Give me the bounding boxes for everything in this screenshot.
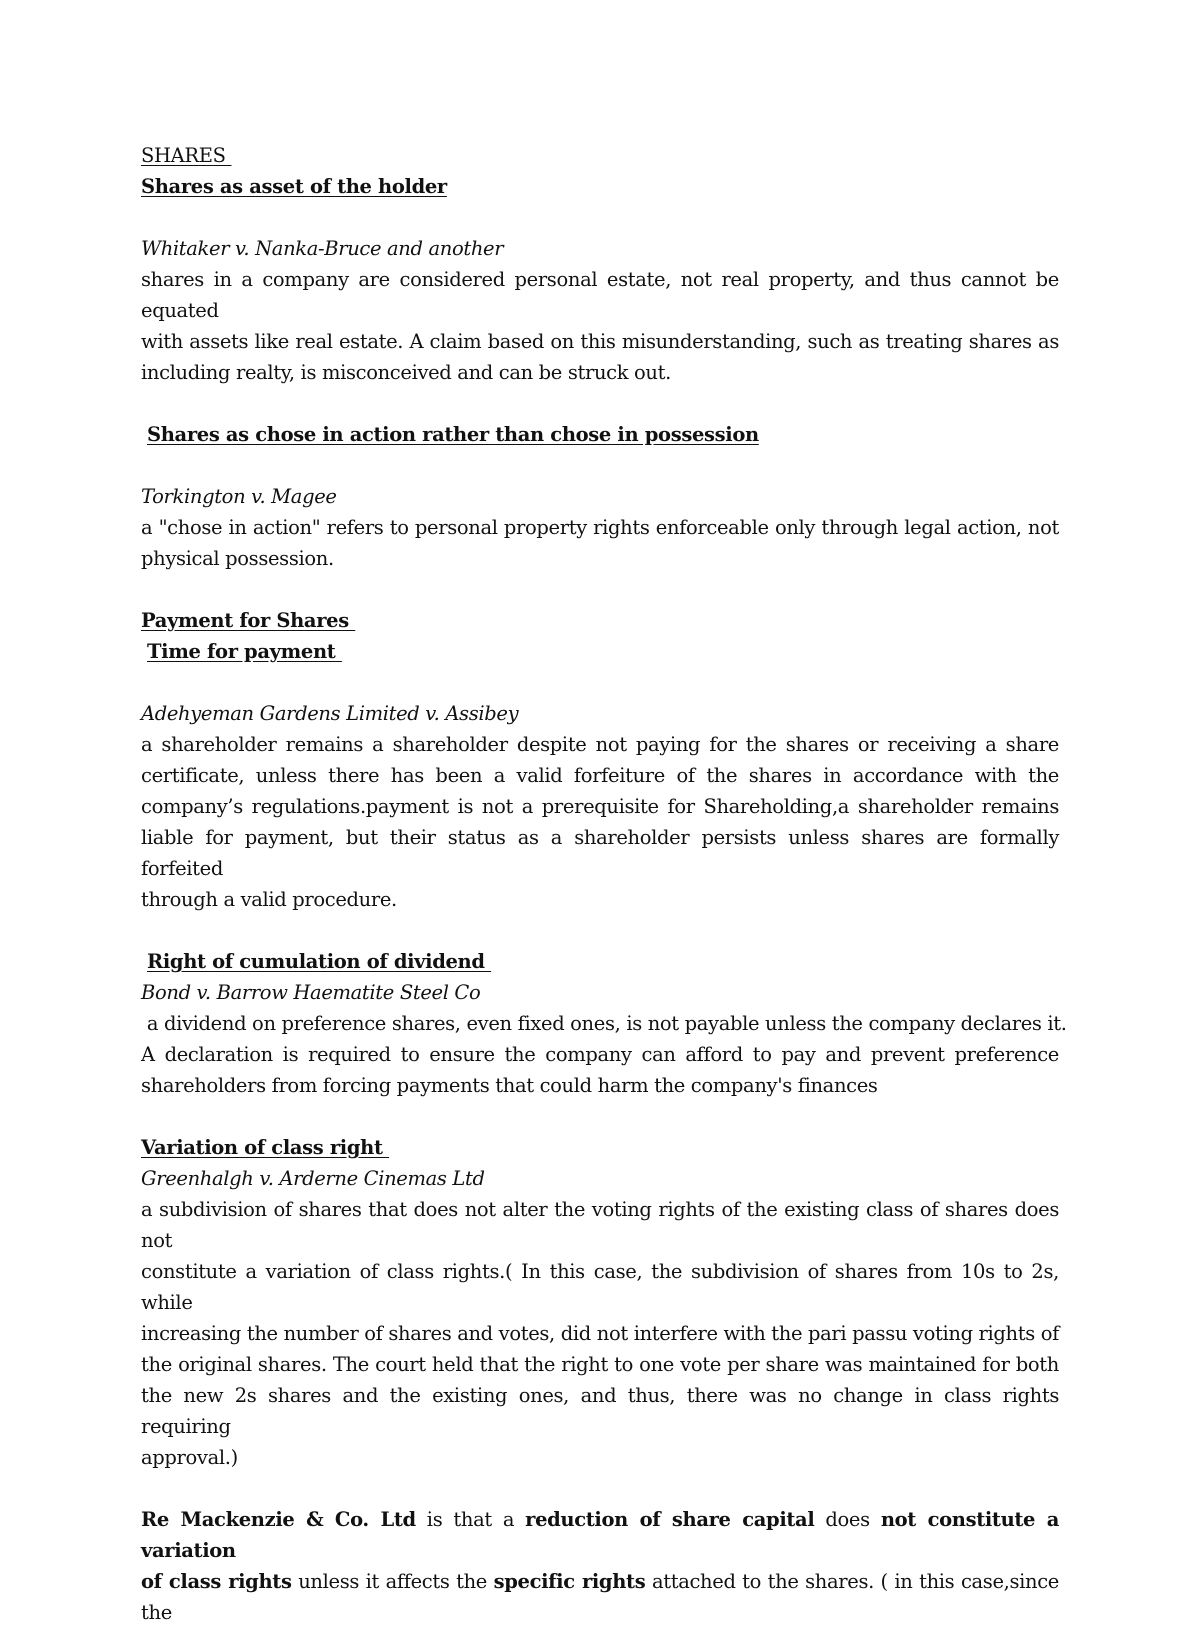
paragraph-line: approval.)	[141, 1446, 238, 1469]
document-page	[141, 140, 1067, 1628]
paragraph-line: a shareholder remains a shareholder despite not paying for the shares or receiving a share	[141, 733, 1059, 756]
paragraph-line: shareholders from forcing payments that could harm the company's finances	[141, 1074, 878, 1097]
paragraph-line: increasing the number of shares and votes, did not interfere with the pari passu voting rights of	[141, 1322, 1059, 1345]
case-name-bond: Bond v. Barrow Haematite Steel Co	[141, 981, 481, 1004]
paragraph-mackenzie-line-1	[141, 1504, 1059, 1566]
paragraph-line: the new 2s shares and the existing ones, and thus, there was no change in class rights requiring	[141, 1384, 1059, 1438]
paragraph-line: certificate, unless there has been a valid forfeiture of the shares in accordance with the	[141, 764, 1059, 787]
paragraph-mackenzie-line-2	[141, 1566, 1059, 1628]
case-name-greenhalgh: Greenhalgh v. Arderne Cinemas Ltd	[141, 1167, 485, 1190]
text-run: does	[814, 1508, 881, 1531]
spacer	[141, 1101, 1059, 1132]
section-heading-payment: Payment for Shares	[141, 609, 356, 632]
paragraph-line: a "chose in action" refers to personal property rights enforceable only through legal action, not	[141, 516, 1059, 539]
paragraph-line: the original shares. The court held that the right to one vote per share was maintained for both	[141, 1353, 1059, 1376]
case-name-whitaker: Whitaker v. Nanka-Bruce and another	[141, 237, 504, 260]
bold-run: specific rights	[493, 1570, 646, 1593]
paragraph-line: A declaration is required to ensure the company can afford to pay and prevent preference	[141, 1043, 1059, 1066]
text-run: is that a	[415, 1508, 526, 1531]
paragraph-line: company’s regulations.payment is not a prerequisite for Shareholding,a shareholder remains	[141, 795, 1059, 818]
paragraph-line: shares in a company are considered personal estate, not real property, and thus cannot be equated	[141, 268, 1059, 322]
text-run: unless it affects the	[291, 1570, 494, 1593]
case-name-torkington: Torkington v. Magee	[141, 485, 337, 508]
paragraph-line: liable for payment, but their status as a shareholder persists unless shares are formally forfeited	[141, 826, 1059, 880]
section-heading-chose-in-action: Shares as chose in action rather than chose in possession	[147, 423, 759, 446]
subheading-time-for-payment: Time for payment	[147, 640, 342, 663]
spacer	[141, 450, 1059, 481]
section-heading-asset: Shares as asset of the holder	[141, 175, 447, 198]
section-heading-dividend: Right of cumulation of dividend	[147, 950, 492, 973]
paragraph-line: a dividend on preference shares, even fixed ones, is not payable unless the company declares it.	[141, 1012, 1067, 1035]
bold-run: of class rights	[141, 1570, 292, 1593]
paragraph-line: through a valid procedure.	[141, 888, 397, 911]
spacer	[141, 202, 1059, 233]
spacer	[141, 915, 1059, 946]
document-title: SHARES	[141, 144, 232, 167]
spacer	[141, 388, 1059, 419]
section-heading-variation: Variation of class right	[141, 1136, 390, 1159]
paragraph-line: constitute a variation of class rights.( In this case, the subdivision of shares from 10s to 2s, while	[141, 1260, 1059, 1314]
text-run: attached to the shares. ( in this case,since the	[141, 1570, 1059, 1624]
spacer	[141, 667, 1059, 698]
paragraph-line: physical possession.	[141, 547, 334, 570]
case-name-adehyeman: Adehyeman Gardens Limited v. Assibey	[141, 702, 519, 725]
paragraph-line: with assets like real estate. A claim based on this misunderstanding, such as treating shares as	[141, 330, 1059, 353]
bold-run: not constitute a variation	[141, 1508, 1060, 1562]
paragraph-line: a subdivision of shares that does not alter the voting rights of the existing class of shares does not	[141, 1198, 1059, 1252]
spacer	[141, 1473, 1059, 1504]
bold-run: reduction of share capital	[525, 1508, 815, 1531]
case-name-mackenzie: Re Mackenzie & Co. Ltd	[141, 1508, 416, 1531]
paragraph-line: including realty, is misconceived and can be struck out.	[141, 361, 671, 384]
spacer	[141, 574, 1059, 605]
